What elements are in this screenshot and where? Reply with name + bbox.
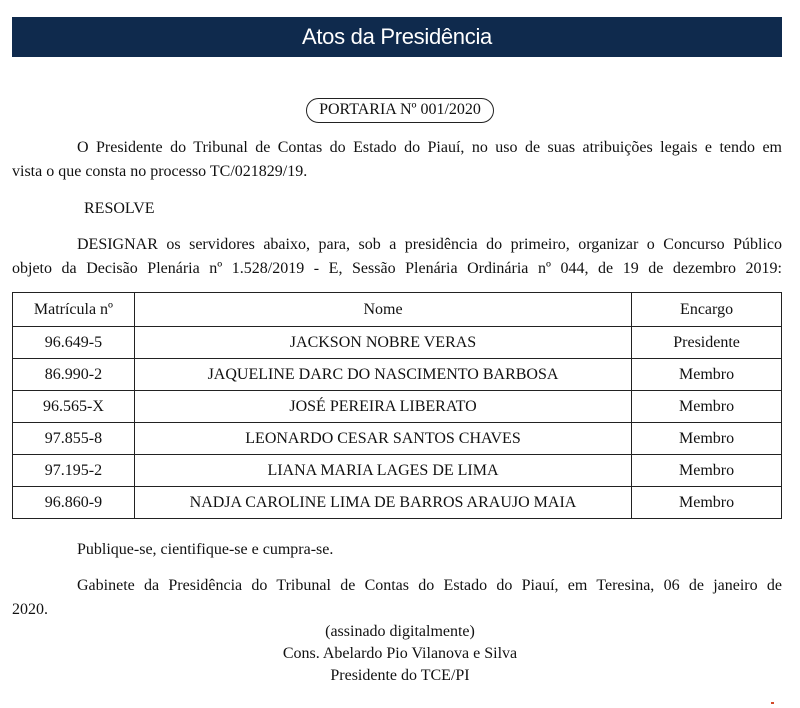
designar-line-1: DESIGNAR os servidores abaixo, para, sob a presidência do primeiro, organizar o Concurso Público [77, 236, 782, 253]
intro-line-1: O Presidente do Tribunal de Contas do Estado do Piauí, no uso de suas atribuições legais e tendo em [77, 139, 782, 156]
cell-nome: LIANA MARIA LAGES DE LIMA [134, 455, 631, 487]
resolve-heading: RESOLVE [84, 200, 155, 217]
portaria-number: PORTARIA Nº 001/2020 [306, 98, 494, 123]
signature-note: (assinado digitalmente) [325, 623, 475, 640]
cell-nome: JAQUELINE DARC DO NASCIMENTO BARBOSA [134, 359, 631, 391]
cell-nome: LEONARDO CESAR SANTOS CHAVES [134, 423, 631, 455]
cell-nome: JACKSON NOBRE VERAS [134, 327, 631, 359]
cell-encargo: Membro [632, 455, 782, 487]
section-title: Atos da Presidência [302, 24, 492, 49]
gabinete-line-1: Gabinete da Presidência do Tribunal de Contas do Estado do Piauí, em Teresina, 06 de janeiro de [77, 577, 782, 594]
cell-matricula: 86.990-2 [13, 359, 135, 391]
table-header-row [13, 293, 782, 327]
signature-role: Presidente do TCE/PI [330, 667, 470, 684]
table-row [13, 455, 782, 487]
cell-nome: JOSÉ PEREIRA LIBERATO [134, 391, 631, 423]
cell-encargo: Presidente [632, 327, 782, 359]
header-matricula: Matrícula nº [13, 293, 135, 327]
servers-table [12, 292, 782, 519]
cell-encargo: Membro [632, 423, 782, 455]
intro-line-2: vista o que consta no processo TC/021829/19. [12, 163, 308, 180]
table-row [13, 359, 782, 391]
cell-matricula: 96.860-9 [13, 487, 135, 519]
cell-matricula: 96.565-X [13, 391, 135, 423]
cell-matricula: 96.649-5 [13, 327, 135, 359]
cell-matricula: 97.195-2 [13, 455, 135, 487]
portaria-container [0, 98, 800, 123]
table-row [13, 391, 782, 423]
table-row [13, 327, 782, 359]
cell-matricula: 97.855-8 [13, 423, 135, 455]
gabinete-line-2: 2020. [12, 601, 48, 618]
cell-encargo: Membro [632, 359, 782, 391]
header-encargo: Encargo [632, 293, 782, 327]
cell-encargo: Membro [632, 391, 782, 423]
header-nome: Nome [134, 293, 631, 327]
section-banner [12, 17, 782, 57]
publique-line: Publique-se, cientifique-se e cumpra-se. [77, 541, 334, 558]
signature-name: Cons. Abelardo Pio Vilanova e Silva [282, 645, 518, 662]
table-row [13, 423, 782, 455]
designar-line-2: objeto da Decisão Plenária nº 1.528/2019 - E, Sessão Plenária Ordinária nº 044, de 19 de dezembro 2019: [12, 260, 782, 277]
decorative-dot [771, 702, 774, 704]
cell-encargo: Membro [632, 487, 782, 519]
table-row [13, 487, 782, 519]
cell-nome: NADJA CAROLINE LIMA DE BARROS ARAUJO MAIA [134, 487, 631, 519]
